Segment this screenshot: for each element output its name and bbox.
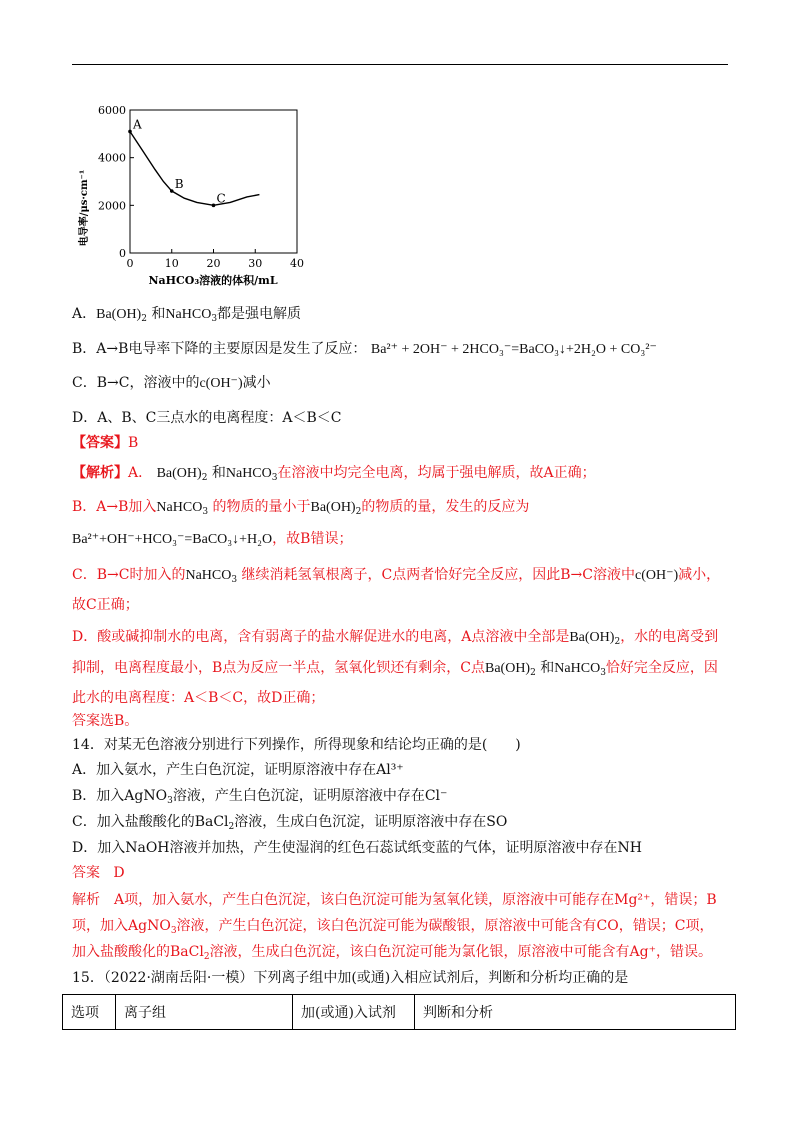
- y-tick-label: 0: [119, 247, 126, 260]
- x-tick-label: 30: [248, 257, 263, 270]
- q13-analysis-a: 【解析】A． $Ba(OH)_2$ 和NaHCO$_3$在溶液中均完全电离，均属于强电解质，故A正确；: [72, 465, 596, 483]
- q13-analysis-b: B．A→B加入NaHCO$_3$ 的物质的量小于$Ba(OH)_2$的物质的量，发生的反应为: [72, 499, 530, 517]
- q13-analysis-d-2: 抑制，电离程度最小，B点为反应一半点，氢氧化钡还有剩余，C点$Ba(OH)_2$ 和NaHCO$_3$恰好完全反应，因: [72, 660, 718, 678]
- header-option: 选项: [63, 995, 116, 1030]
- x-tick-label: 20: [206, 257, 221, 270]
- q14-analysis-1: 解析 A项，加入氨水，产生白色沉淀，该白色沉淀可能为氢氧化镁，原溶液中可能存在Mg²⁺，错误；B: [72, 892, 717, 908]
- point-label-a: A: [133, 117, 142, 132]
- q13-option-c: C．B→C，溶液中的c(OH⁻)减小: [72, 375, 271, 391]
- y-tick-label: 2000: [98, 199, 126, 213]
- plot-frame: [130, 110, 297, 253]
- q13-option-b: B．A→B电导率下降的主要原因是发生了反应： Ba²⁺ + 2OH⁻ + 2HCO₃⁻=BaCO₃↓+2H₂O + CO₃²⁻: [72, 341, 657, 357]
- q14-option-b: B．加入AgNO$_3$溶液，产生白色沉淀，证明原溶液中存在Cl⁻: [72, 788, 448, 806]
- point-label-c: C: [216, 191, 226, 206]
- conductivity-chart: [72, 100, 322, 290]
- y-tick-label: 6000: [98, 104, 126, 117]
- q14-analysis-2: 项，加入AgNO$_3$溶液，产生白色沉淀，该白色沉淀可能为碳酸银，原溶液中可能含有CO，错误；C项，: [72, 918, 714, 936]
- q13-analysis-d-1: D．酸或碱抑制水的电离，含有弱离子的盐水解促进水的电离，A点溶液中全部是$Ba(OH)_2$，水的电离受到: [72, 629, 719, 647]
- point-b: [170, 189, 174, 193]
- q14-option-d: D．加入NaOH溶液并加热，产生使湿润的红色石蕊试纸变蓝的气体，证明原溶液中存在NH: [72, 840, 642, 856]
- q13-final-answer: 答案选B。: [72, 713, 139, 729]
- reaction-equation-1: Ba²⁺ + 2OH⁻ + 2HCO₃⁻=BaCO₃↓+2H₂O + CO₃²⁻: [370, 342, 657, 357]
- conductivity-curve: [130, 131, 259, 205]
- point-c: [212, 204, 216, 208]
- header-rule: [72, 64, 728, 65]
- q13-option-a: A．$Ba(OH)_2$ 和NaHCO$_3$都是强电解质: [72, 306, 302, 324]
- q14-analysis-3: 加入盐酸酸化的BaCl$_2$溶液，生成白色沉淀，该白色沉淀可能为氯化银，原溶液中可能含有Ag⁺，错误。: [72, 944, 713, 962]
- q14-stem: 14．对某无色溶液分别进行下列操作，所得现象和结论均正确的是( ): [72, 737, 521, 753]
- header-judgment: 判断和分析: [415, 995, 736, 1030]
- x-axis-label: NaHCO₃溶液的体积/mL: [148, 274, 278, 287]
- q14-answer: 答案 D: [72, 865, 125, 881]
- q13-option-d: D．A、B、C三点水的电离程度：A＜B＜C: [72, 410, 342, 426]
- x-tick-label: 40: [290, 257, 304, 270]
- point-label-b: B: [174, 177, 184, 192]
- point-a: [128, 130, 132, 134]
- header-reagent: 加(或通)入试剂: [293, 995, 415, 1030]
- y-tick-label: 4000: [98, 151, 126, 165]
- x-tick-label: 0: [126, 257, 134, 270]
- q13-analysis-c-cont: 故C正确；: [72, 597, 139, 613]
- q14-option-c: C．加入盐酸酸化的BaCl$_2$溶液，生成白色沉淀，证明原溶液中存在SO: [72, 814, 508, 832]
- table-header-row: [63, 995, 736, 1030]
- q13-answer: 【答案】B: [72, 435, 139, 451]
- y-axis-label: 电导率/μs·cm⁻¹: [79, 169, 90, 247]
- q13-analysis-b-equation: Ba²⁺+OH⁻+HCO₃⁻=BaCO₃↓+H₂O，故B错误；: [72, 531, 353, 547]
- x-tick-label: 10: [164, 257, 179, 270]
- header-ion-group: 离子组: [116, 995, 293, 1030]
- q15-stem: 15．（2022·湖南岳阳·一模）下列离子组中加(或通)入相应试剂后，判断和分析均正确的是: [72, 970, 629, 986]
- q13-analysis-d-3: 此水的电离程度：A＜B＜C，故D正确；: [72, 690, 325, 706]
- q13-analysis-c: C．B→C时加入的NaHCO$_3$ 继续消耗氢氧根离子，C点两者恰好完全反应，因此B→C溶液中c(OH⁻)减小，: [72, 567, 721, 585]
- q14-option-a: A．加入氨水，产生白色沉淀，证明原溶液中存在Al³⁺: [72, 762, 404, 778]
- reaction-equation-2: Ba²⁺+OH⁻+HCO₃⁻=BaCO₃↓+H₂O: [72, 532, 273, 547]
- q15-table: [62, 994, 736, 1030]
